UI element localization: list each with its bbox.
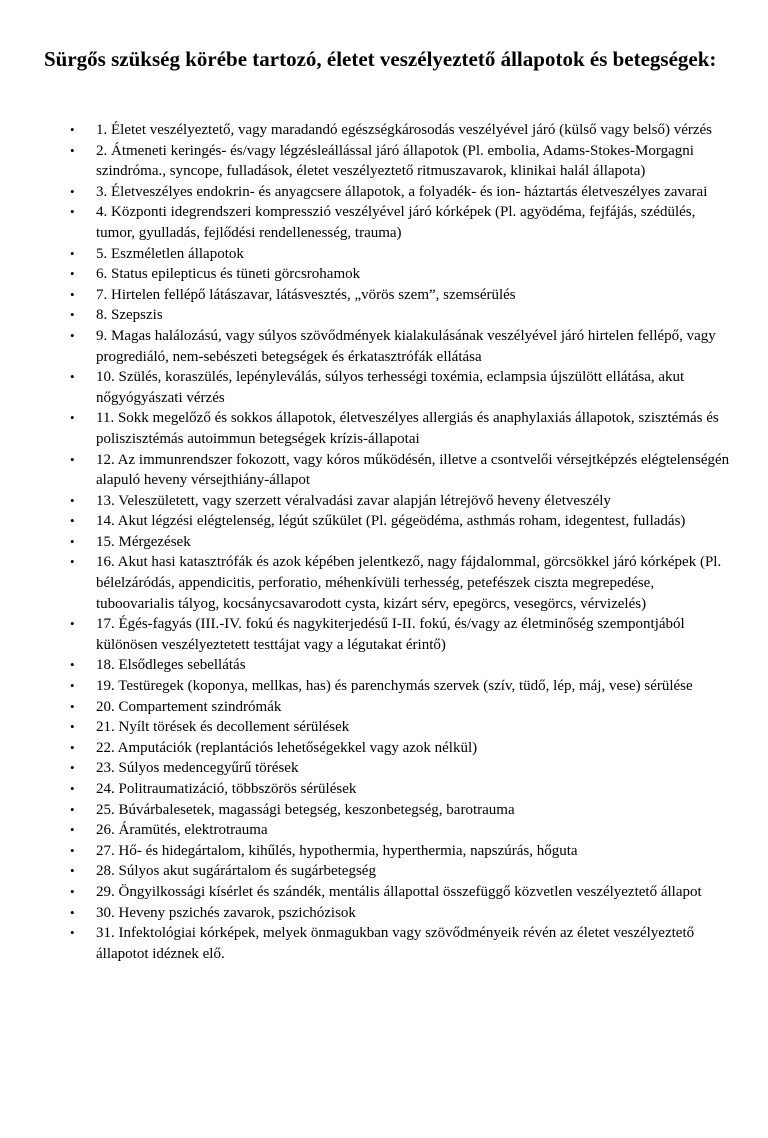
list-item-text: 4. Központi idegrendszeri kompresszió veszélyével járó kórképek (Pl. agyödéma, fejfájás, szédülés, tumor, gyulladás, fejlődési rendellenesség, trauma) bbox=[96, 204, 696, 241]
bullet-icon: • bbox=[70, 513, 75, 529]
list-item-text: 26. Áramütés, elektrotrauma bbox=[96, 822, 268, 839]
list-item-text: 18. Elsődleges sebellátás bbox=[96, 657, 246, 674]
list-item bbox=[70, 141, 730, 182]
list-item-text: 22. Amputációk (replantációs lehetőségekkel vagy azok nélkül) bbox=[96, 739, 478, 756]
list-item bbox=[70, 285, 730, 306]
bullet-icon: • bbox=[70, 183, 75, 199]
bullet-icon: • bbox=[70, 760, 75, 776]
bullet-icon: • bbox=[70, 863, 75, 879]
list-item bbox=[70, 717, 730, 738]
list-item bbox=[70, 676, 730, 697]
list-item bbox=[70, 450, 730, 491]
list-item-text: 2. Átmeneti keringés- és/vagy légzésleállással járó állapotok (Pl. embolia, Adams-Stokes-Morgagni szindróma., syncope, fulladások, életet veszélyeztető ritmuszavarok, klinikai halál állapota) bbox=[96, 142, 694, 180]
list-item bbox=[70, 800, 730, 821]
list-item-text: 24. Politraumatizáció, többszörös sérülések bbox=[96, 781, 357, 797]
bullet-icon: • bbox=[70, 657, 75, 673]
bullet-icon: • bbox=[70, 410, 75, 426]
bullet-icon: • bbox=[70, 533, 75, 549]
list-item-text: 27. Hő- és hidegártalom, kihűlés, hypothermia, hyperthermia, napszúrás, hőguta bbox=[96, 842, 578, 859]
list-item-text: 28. Súlyos akut sugárártalom és sugárbetegség bbox=[96, 863, 376, 880]
list-item-text: 5. Eszméletlen állapotok bbox=[96, 245, 244, 262]
document-title: Sürgős szükség körébe tartozó, életet veszélyeztető állapotok és betegségek: bbox=[44, 47, 717, 71]
list-item-text: 25. Búvárbalesetek, magassági betegség, keszonbetegség, barotrauma bbox=[96, 801, 515, 818]
list-item bbox=[70, 820, 730, 841]
bullet-icon: • bbox=[70, 286, 75, 302]
bullet-icon: • bbox=[70, 842, 75, 858]
bullet-icon: • bbox=[70, 492, 75, 508]
list-item-text: 21. Nyílt törések és decollement sérülések bbox=[96, 719, 350, 736]
list-item bbox=[70, 202, 730, 243]
list-item-text: 16. Akut hasi katasztrófák és azok képében jelentkező, nagy fájdalommal, görcsökkel járó kórképek (Pl. bélelzáródás, appendicitis, perforatio, méhenkívüli terhesség, petefészek ciszta megrepedése, tuboovarialis tályog, kocsánycsavarodott cysta, kizárt sérv, epegörcs, vesegörcs, vérvizelés) bbox=[96, 554, 722, 612]
list-item bbox=[70, 305, 730, 326]
bullet-icon: • bbox=[70, 883, 75, 899]
list-item-text: 9. Magas halálozású, vagy súlyos szövődmények kialakulásának veszélyével járó hirtelen fellépő, vagy progrediáló, nem-sebészeti betegségek és érkatasztrófák ellátása bbox=[96, 327, 716, 365]
bullet-icon: • bbox=[70, 616, 75, 632]
list-item bbox=[70, 264, 730, 285]
bullet-icon: • bbox=[70, 698, 75, 714]
list-item-text: 19. Testüregek (koponya, mellkas, has) és parenchymás szervek (szív, tüdő, lép, máj, vese) sérülése bbox=[96, 678, 693, 695]
bullet-icon: • bbox=[70, 245, 75, 261]
list-item-text: 29. Öngyilkossági kísérlet és szándék, mentális állapottal összefüggő közvetlen veszélyeztető állapot bbox=[96, 883, 702, 900]
list-item-text: 12. Az immunrendszer fokozott, vagy kóros működésén, illetve a csontvelői vérsejtképzés elégtelenségén alapuló heveny vérsejthiány-állapot bbox=[96, 451, 730, 489]
condition-list bbox=[70, 120, 730, 964]
bullet-icon: • bbox=[70, 719, 75, 735]
bullet-icon: • bbox=[70, 122, 75, 137]
list-item bbox=[70, 367, 730, 408]
list-item bbox=[70, 614, 730, 655]
bullet-icon: • bbox=[70, 327, 75, 343]
bullet-icon: • bbox=[70, 678, 75, 694]
bullet-icon: • bbox=[70, 451, 75, 467]
list-item-text: 3. Életveszélyes endokrin- és anyagcsere állapotok, a folyadék- és ion- háztartás életveszélyes zavarai bbox=[96, 183, 708, 200]
list-item bbox=[70, 244, 730, 265]
list-item bbox=[70, 511, 730, 532]
bullet-icon: • bbox=[70, 266, 75, 282]
list-item bbox=[70, 738, 730, 759]
list-item bbox=[70, 861, 730, 882]
list-item-text: 31. Infektológiai kórképek, melyek önmagukban vagy szövődményeik révén az életet veszélyeztető állapotot idéznek elő. bbox=[96, 925, 695, 962]
list-item bbox=[70, 326, 730, 367]
list-item-text: 6. Status epilepticus és tüneti görcsrohamok bbox=[96, 266, 361, 283]
list-item bbox=[70, 903, 730, 924]
list-item-text: 1. Életet veszélyeztető, vagy maradandó egészségkárosodás veszélyével járó (külső vagy belső) vérzés bbox=[96, 122, 713, 138]
list-item bbox=[70, 408, 730, 449]
bullet-icon: • bbox=[70, 204, 75, 220]
bullet-icon: • bbox=[70, 307, 75, 323]
bullet-icon: • bbox=[70, 554, 75, 570]
list-item-text: 14. Akut légzési elégtelenség, légút szűkület (Pl. gégeödéma, asthmás roham, idegentest, fulladás) bbox=[96, 513, 686, 530]
list-item bbox=[70, 841, 730, 862]
bullet-icon: • bbox=[70, 142, 75, 158]
list-item-text: 15. Mérgezések bbox=[96, 533, 191, 550]
list-item bbox=[70, 882, 730, 903]
list-item bbox=[70, 532, 730, 553]
bullet-icon: • bbox=[70, 781, 75, 796]
bullet-icon: • bbox=[70, 925, 75, 941]
bullet-icon: • bbox=[70, 369, 75, 385]
list-item-text: 23. Súlyos medencegyűrű törések bbox=[96, 760, 299, 777]
list-item bbox=[70, 655, 730, 676]
list-item bbox=[70, 120, 730, 141]
list-item bbox=[70, 758, 730, 779]
list-item bbox=[70, 779, 730, 800]
list-item bbox=[70, 552, 730, 614]
list-item bbox=[70, 182, 730, 203]
list-item-text: 20. Compartement szindrómák bbox=[96, 698, 282, 715]
list-item-text: 11. Sokk megelőző és sokkos állapotok, életveszélyes allergiás és anaphylaxiás állapotok, szisztémás és poliszisztémás autoimmun betegségek krízis-állapotai bbox=[96, 410, 719, 447]
list-item-text: 8. Szepszis bbox=[96, 307, 163, 324]
list-item-text: 10. Szülés, koraszülés, lepényleválás, súlyos terhességi toxémia, eclampsia újszülött ellátása, akut nőgyógyászati vérzés bbox=[96, 369, 685, 406]
bullet-icon: • bbox=[70, 739, 75, 755]
list-item-text: 17. Égés-fagyás (III.-IV. fokú és nagykiterjedésű I-II. fokú, és/vagy az életminőség szempontjából különösen veszélyeztetett testtájat vagy a légutakat érintő) bbox=[96, 616, 685, 653]
bullet-icon: • bbox=[70, 904, 75, 920]
list-item bbox=[70, 491, 730, 512]
list-item-text: 30. Heveny pszichés zavarok, pszichózisok bbox=[96, 904, 356, 921]
list-item bbox=[70, 923, 730, 964]
bullet-icon: • bbox=[70, 801, 75, 817]
list-item-text: 13. Veleszületett, vagy szerzett véralvadási zavar alapján létrejövő heveny életveszély bbox=[96, 492, 611, 509]
list-item bbox=[70, 697, 730, 718]
bullet-icon: • bbox=[70, 822, 75, 838]
list-item-text: 7. Hirtelen fellépő látászavar, látásvesztés, „vörös szem”, szemsérülés bbox=[96, 286, 516, 303]
